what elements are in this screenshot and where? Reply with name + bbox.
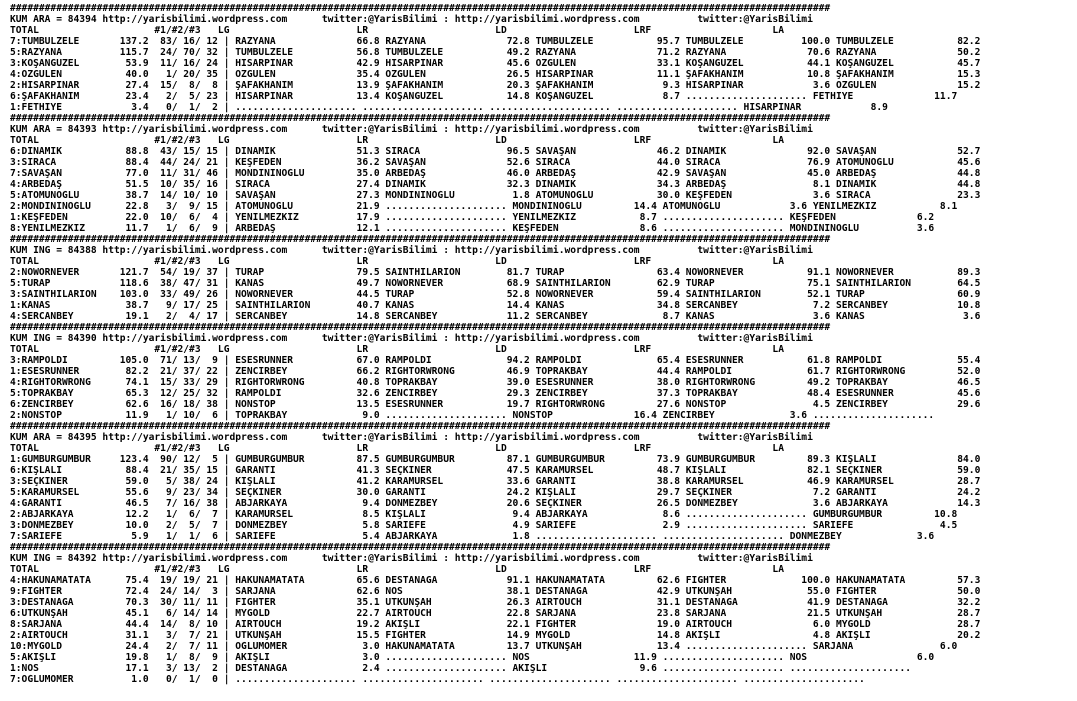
horse-row: 1:ESESRUNNER 82.2 21/ 37/ 22 | ZENCİRBEY 66.2 RIGHTORWRONG 46.9 TOPRAKBAY 44.4 RAMPOLDI 61.7 RIGHTORWRONG 52.0 <box>10 366 981 377</box>
horse-row: 2:MONDİNİNOĞLU 22.8 3/ 9/ 15 | ATOMUNOĞLU 21.9 ..................... MONDİNİNOĞLU 14.4 ATOMUNOĞLU 3.6 YENİLMEZKIZ 8.1 <box>10 201 958 212</box>
horse-row: 2:NOWORNEVER 121.7 54/ 19/ 37 | TURAP 79.5 SAINTHILARION 81.7 TURAP 63.4 NOWORNEVER 91.1 NOWORNEVER 89.3 <box>10 267 981 278</box>
separator-line: ############################################################################################################################################## <box>10 542 831 553</box>
horse-row: 3:SIRACA 88.4 44/ 24/ 21 | KEŞFEDEN 36.2 SAVAŞAN 52.6 SIRACA 44.0 SIRACA 76.9 ATOMUNOĞLU 45.6 <box>10 157 981 168</box>
horse-row: 2:AIRTOUCH 31.1 3/ 7/ 21 | UTKUNŞAH 15.5 FIGHTER 14.9 MYGOLD 14.8 AKIŞLI 4.8 AKIŞLI 20.2 <box>10 630 981 641</box>
separator-line: ############################################################################################################################################## <box>10 234 831 245</box>
horse-row: 4:SERCANBEY 19.1 2/ 4/ 17 | SERCANBEY 14.8 SERCANBEY 11.2 SERCANBEY 8.7 KANAS 3.6 KANAS 3.6 <box>10 311 981 322</box>
column-header-line: TOTAL #1/#2/#3 LG LR LD LRF LA <box>10 344 784 355</box>
race-header-line: KUM ARA = 84395 http://yarisbilimi.wordpress.com twitter:@YarisBilimi : http://yarisbilimi.wordpress.com twitter:@YarisBilimi <box>10 432 813 443</box>
horse-row: 7:SARİEFE 5.9 1/ 1/ 6 | SARİEFE 5.4 ABJARKAYA 1.8 ..................... ..................... DÖNMEZBEY 3.6 <box>10 531 935 542</box>
column-header-line: TOTAL #1/#2/#3 LG LR LD LRF LA <box>10 443 784 454</box>
horse-row: 4:GARANTİ 46.5 7/ 16/ 38 | ABJARKAYA 9.4 DÖNMEZBEY 20.6 SEÇKİNER 26.5 DÖNMEZBEY 3.6 ABJARKAYA 14.3 <box>10 498 981 509</box>
report-text <box>10 3 1077 685</box>
horse-row: 2:HİSARPINAR 27.4 15/ 8/ 8 | ŞAFAKHANIM 13.9 ŞAFAKHANIM 20.3 ŞAFAKHANIM 9.3 HİSARPINAR 3.6 ÖZGÜLEN 15.2 <box>10 80 981 91</box>
horse-row: 1:GÜMBÜRGÜMBÜR 123.4 90/ 12/ 5 | GÜMBÜRGÜMBÜR 87.5 GÜMBÜRGÜMBÜR 87.1 GÜMBÜRGÜMBÜR 73.9 GÜMBÜRGÜMBÜR 89.3 KIŞLALI 84.0 <box>10 454 981 465</box>
horse-row: 5:TOPRAKBAY 65.3 12/ 25/ 32 | RAMPOLDI 32.6 ZENCİRBEY 29.3 ZENCİRBEY 37.3 TOPRAKBAY 48.4 ESESRUNNER 45.6 <box>10 388 981 399</box>
horse-row: 10:MYGOLD 24.4 2/ 7/ 11 | OĞLUMÖMER 3.0 HAKUNAMATATA 13.7 UTKUNŞAH 13.4 ..................... SARJANA 6.0 <box>10 641 958 652</box>
horse-row: 7:OĞLUMÖMER 1.0 0/ 1/ 0 | ..................... ..................... ..................... ..................... ..................... <box>10 674 865 685</box>
horse-row: 8:YENİLMEZKIZ 11.7 1/ 6/ 9 | ARBEDAŞ 12.1 ..................... KEŞFEDEN 8.6 ..................... MONDİNİNOĞLU 3.6 <box>10 223 935 234</box>
race-header-line: KUM ING = 84392 http://yarisbilimi.wordpress.com twitter:@YarisBilimi : http://yarisbilimi.wordpress.com twitter:@YarisBilimi <box>10 553 813 564</box>
horse-row: 1:FETHİYE 3.4 0/ 1/ 2 | ..................... ..................... ..................... ..................... HİSARPINAR 8.9 <box>10 102 888 113</box>
horse-row: 3:DÖNMEZBEY 10.0 2/ 5/ 7 | DÖNMEZBEY 5.8 SARİEFE 4.9 SARİEFE 2.9 ..................... SARİEFE 4.5 <box>10 520 958 531</box>
horse-row: 3:SAINTHILARION 103.0 33/ 49/ 26 | NOWORNEVER 44.5 TURAP 52.8 NOWORNEVER 59.4 SAINTHILARION 52.1 TURAP 60.9 <box>10 289 981 300</box>
separator-line: ############################################################################################################################################## <box>10 113 831 124</box>
race-header-line: KUM ING = 84388 http://yarisbilimi.wordpress.com twitter:@YarisBilimi : http://yarisbilimi.wordpress.com twitter:@YarisBilimi <box>10 245 813 256</box>
horse-row: 3:SEÇKİNER 59.0 5/ 38/ 24 | KIŞLALI 41.2 KARAMÜRSEL 33.6 GARANTİ 38.8 KARAMÜRSEL 46.9 KARAMÜRSEL 28.7 <box>10 476 981 487</box>
race-header-line: KUM ARA = 84394 http://yarisbilimi.wordpress.com twitter:@YarisBilimi : http://yarisbilimi.wordpress.com twitter:@YarisBilimi <box>10 14 813 25</box>
horse-row: 5:AKIŞLI 19.8 1/ 8/ 9 | AKIŞLI 3.0 ..................... NOS 11.9 ..................... NOS 6.0 <box>10 652 935 663</box>
horse-row: 2:NONSTOP 11.9 1/ 10/ 6 | TOPRAKBAY 9.0 ..................... NONSTOP 16.4 ZENCİRBEY 3.6 ..................... <box>10 410 935 421</box>
column-header-line: TOTAL #1/#2/#3 LG LR LD LRF LA <box>10 25 784 36</box>
separator-line: ############################################################################################################################################## <box>10 421 831 432</box>
horse-row: 9:FIGHTER 72.4 24/ 14/ 3 | SARJANA 62.6 NOS 38.1 DESTANAGA 42.9 UTKUNŞAH 55.0 FIGHTER 50.0 <box>10 586 981 597</box>
column-header-line: TOTAL #1/#2/#3 LG LR LD LRF LA <box>10 135 784 146</box>
horse-row: 5:RAZYANA 115.7 24/ 70/ 32 | TUMBULZELE 56.8 TUMBULZELE 49.2 RAZYANA 71.2 RAZYANA 70.6 RAZYANA 50.2 <box>10 47 981 58</box>
horse-row: 3:RAMPOLDI 105.0 71/ 13/ 9 | ESESRUNNER 67.0 RAMPOLDI 94.2 RAMPOLDI 65.4 ESESRUNNER 61.8 RAMPOLDI 55.4 <box>10 355 981 366</box>
horse-row: 6:UTKUNŞAH 45.1 6/ 14/ 14 | MYGOLD 22.7 AIRTOUCH 22.8 SARJANA 23.8 SARJANA 21.5 UTKUNŞAH 28.7 <box>10 608 981 619</box>
horse-row: 1:NOS 17.1 3/ 13/ 2 | DESTANAGA 2.4 ..................... AKIŞLI 9.6 ..................... ..................... <box>10 663 912 674</box>
horse-row: 3:DESTANAGA 70.3 30/ 11/ 11 | FIGHTER 35.1 UTKUNŞAH 26.3 AIRTOUCH 31.1 DESTANAGA 41.9 DESTANAGA 32.2 <box>10 597 981 608</box>
horse-row: 1:KANAS 38.7 9/ 17/ 25 | SAINTHILARION 40.7 KANAS 14.4 KANAS 34.8 SERCANBEY 7.2 SERCANBEY 10.8 <box>10 300 981 311</box>
horse-row: 6:DİNAMİK 88.8 43/ 15/ 15 | DİNAMİK 51.3 SIRACA 96.5 SAVAŞAN 46.2 DİNAMİK 92.0 SAVAŞAN 52.7 <box>10 146 981 157</box>
separator-line: ############################################################################################################################################## <box>10 322 831 333</box>
horse-row: 2:ABJARKAYA 12.2 1/ 6/ 7 | KARAMÜRSEL 8.5 KIŞLALI 9.4 ABJARKAYA 8.6 ..................... GÜMBÜRGÜMBÜR 10.8 <box>10 509 958 520</box>
horse-row: 4:HAKUNAMATATA 75.4 19/ 19/ 21 | HAKUNAMATATA 65.6 DESTANAGA 91.1 HAKUNAMATATA 62.6 FIGHTER 100.0 HAKUNAMATATA 57.3 <box>10 575 981 586</box>
horse-row: 1:KEŞFEDEN 22.0 10/ 6/ 4 | YENİLMEZKIZ 17.9 ..................... YENİLMEZKIZ 8.7 ..................... KEŞFEDEN 6.2 <box>10 212 935 223</box>
horse-row: 5:TURAP 118.6 38/ 47/ 31 | KANAS 49.7 NOWORNEVER 68.9 SAINTHILARION 62.9 TURAP 75.1 SAINTHILARION 64.5 <box>10 278 981 289</box>
horse-row: 5:KARAMÜRSEL 55.6 9/ 23/ 34 | SEÇKİNER 30.0 GARANTİ 24.2 KIŞLALI 29.7 SEÇKİNER 7.2 GARANTİ 24.2 <box>10 487 981 498</box>
column-header-line: TOTAL #1/#2/#3 LG LR LD LRF LA <box>10 564 784 575</box>
horse-row: 5:ATOMUNOĞLU 38.7 14/ 10/ 10 | SAVAŞAN 27.3 MONDİNİNOĞLU 1.8 ATOMUNOĞLU 30.0 KEŞFEDEN 3.6 SIRACA 23.3 <box>10 190 981 201</box>
race-header-line: KUM ARA = 84393 http://yarisbilimi.wordpress.com twitter:@YarisBilimi : http://yarisbilimi.wordpress.com twitter:@YarisBilimi <box>10 124 813 135</box>
horse-row: 6:KIŞLALI 88.4 21/ 35/ 15 | GARANTİ 41.3 SEÇKİNER 47.5 KARAMÜRSEL 48.7 KIŞLALI 82.1 SEÇKİNER 59.0 <box>10 465 981 476</box>
horse-row: 4:RIGHTORWRONG 74.1 15/ 33/ 29 | RIGHTORWRONG 40.8 TOPRAKBAY 39.0 ESESRUNNER 38.0 RIGHTORWRONG 49.2 TOPRAKBAY 46.5 <box>10 377 981 388</box>
horse-row: 7:SAVAŞAN 77.0 11/ 31/ 46 | MONDİNİNOĞLU 35.0 ARBEDAŞ 46.0 ARBEDAŞ 42.9 SAVAŞAN 45.0 ARBEDAŞ 44.8 <box>10 168 981 179</box>
race-header-line: KUM ING = 84390 http://yarisbilimi.wordpress.com twitter:@YarisBilimi : http://yarisbilimi.wordpress.com twitter:@YarisBilimi <box>10 333 813 344</box>
horse-row: 8:SARJANA 44.4 14/ 8/ 10 | AIRTOUCH 19.2 AKIŞLI 22.1 FIGHTER 19.0 AIRTOUCH 6.0 MYGOLD 28.7 <box>10 619 981 630</box>
column-header-line: TOTAL #1/#2/#3 LG LR LD LRF LA <box>10 256 784 267</box>
separator-line: ############################################################################################################################################## <box>10 3 831 14</box>
horse-row: 3:KOŞANGÜZEL 53.9 11/ 16/ 24 | HİSARPINAR 42.9 HİSARPINAR 45.6 ÖZGÜLEN 33.1 KOŞANGÜZEL 44.1 KOŞANGÜZEL 45.7 <box>10 58 981 69</box>
horse-row: 6:ZENCİRBEY 62.6 16/ 18/ 38 | NONSTOP 13.5 ESESRUNNER 19.7 RIGHTORWRONG 27.6 NONSTOP 4.5 ZENCİRBEY 29.6 <box>10 399 981 410</box>
horse-row: 7:TUMBULZELE 137.2 83/ 16/ 12 | RAZYANA 66.8 RAZYANA 72.8 TUMBULZELE 95.7 TUMBULZELE 100.0 TUMBULZELE 82.2 <box>10 36 981 47</box>
horse-row: 4:ARBEDAŞ 51.5 10/ 35/ 16 | SIRACA 27.4 DİNAMİK 32.3 DİNAMİK 34.3 ARBEDAŞ 8.1 DİNAMİK 44.8 <box>10 179 981 190</box>
horse-row: 4:ÖZGÜLEN 40.0 1/ 20/ 35 | ÖZGÜLEN 35.4 ÖZGÜLEN 26.5 HİSARPINAR 11.1 ŞAFAKHANIM 10.8 ŞAFAKHANIM 15.3 <box>10 69 981 80</box>
horse-row: 6:ŞAFAKHANIM 23.4 2/ 5/ 23 | HİSARPINAR 13.4 KOŞANGÜZEL 14.8 KOŞANGÜZEL 8.7 ..................... FETHİYE 11.7 <box>10 91 958 102</box>
